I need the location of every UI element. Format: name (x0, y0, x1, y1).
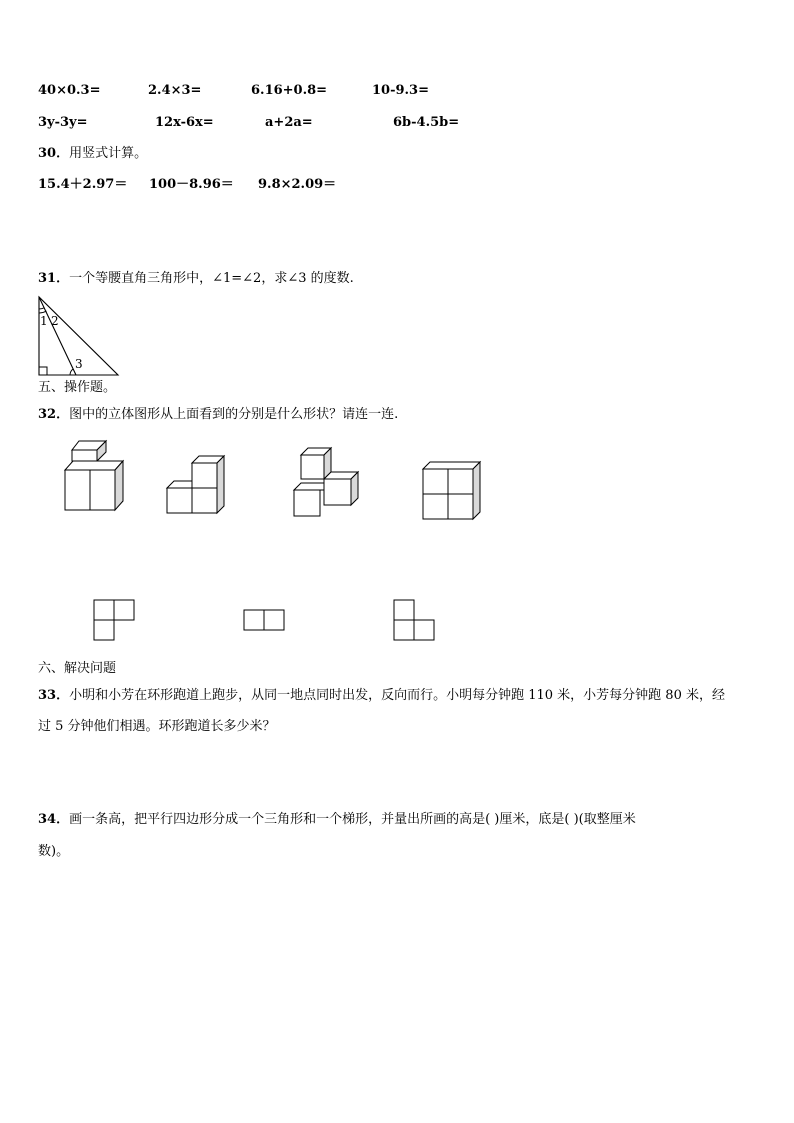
question-33-text-1: 小明和小芳在环形跑道上跑步，从同一地点同时出发，反向而行。小明每分钟跑 110 米，小芳每分钟跑 80 米，经 (69, 688, 725, 703)
question-34-text-1: 画一条高，把平行四边形分成一个三角形和一个梯形，并量出所画的高是( )厘米，底是( )(取整厘米 (69, 812, 636, 827)
expr-6b-4.5b: 6b-4.5b= (393, 115, 460, 130)
expr-40x0.3: 40×0.3= (38, 83, 101, 98)
solid-figure-2 (166, 454, 228, 516)
solid-figure-1 (64, 441, 126, 513)
top-view-2 (243, 609, 287, 633)
question-33-line-1 (38, 688, 725, 704)
expr-2.4x3: 2.4×3= (148, 83, 202, 98)
section-5-heading: 五、操作题。 (38, 380, 117, 395)
calc-9.8x2.09: 9.8×2.09＝ (258, 177, 337, 192)
solid-figure-4 (422, 461, 484, 523)
triangle-figure (36, 296, 122, 378)
question-33-number: 33． (38, 688, 70, 703)
calc-100-8.96: 100－8.96＝ (149, 177, 234, 192)
question-33-line-2: 过 5 分钟他们相遇。环形跑道长多少米？ (38, 719, 276, 734)
expr-3y-3y: 3y-3y= (38, 115, 88, 130)
question-30 (38, 146, 147, 162)
expr-12x-6x: 12x-6x= (155, 115, 214, 130)
angle-1-label: 1 (40, 314, 48, 328)
expr-10-9.3: 10-9.3= (372, 83, 429, 98)
question-30-number: 30． (38, 146, 70, 161)
question-34-number: 34． (38, 812, 70, 827)
question-34-line-1 (38, 812, 636, 828)
question-32-number: 32． (38, 407, 70, 422)
question-31-text: 一个等腰直角三角形中，∠1=∠2，求∠3 的度数. (69, 271, 354, 286)
question-31 (38, 271, 354, 287)
angle-3-label: 3 (75, 357, 83, 371)
question-32 (38, 407, 398, 423)
calc-15.4+2.97: 15.4＋2.97＝ (38, 177, 128, 192)
angle-2-label: 2 (51, 314, 59, 328)
expr-6.16+0.8: 6.16+0.8= (251, 83, 328, 98)
section-6-heading: 六、解决问题 (38, 661, 117, 676)
question-31-number: 31． (38, 271, 70, 286)
solid-figure-3 (293, 448, 363, 520)
question-34-line-2: 数)。 (38, 844, 70, 859)
top-view-1 (93, 599, 137, 643)
question-30-text: 用竖式计算。 (69, 146, 148, 161)
top-view-3 (393, 599, 437, 643)
question-32-text: 图中的立体图形从上面看到的分别是什么形状？请连一连. (69, 407, 399, 422)
expr-a+2a: a+2a= (265, 115, 313, 130)
